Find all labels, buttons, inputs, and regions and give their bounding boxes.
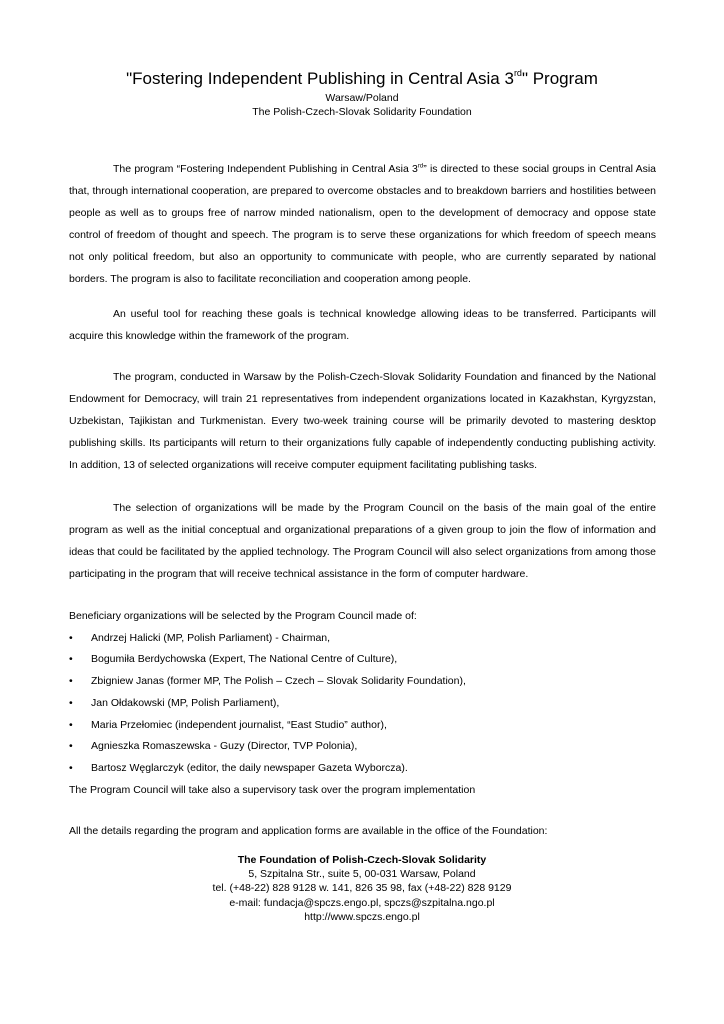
p3-text: The program, conducted in Warsaw by the Polish-Czech-Slovak Solidarity Foundation and financed by the National Endowment for Democracy, will train 21 representatives from independent organizations located in Kazakhstan, Kyrgyzstan, Uzbekistan, Tajikistan and Turkmenistan. Every two-week training course will be primarily devoted to mastering desktop publishing skills. Its participants will return to their organizations fully capable of independently conducting publishing activity. In addition, 13 of selected organizations will receive computer equipment facilitating publishing tasks. xyxy=(69,371,656,471)
council-member-text: Andrzej Halicki (MP, Polish Parliament) - Chairman, xyxy=(91,631,331,644)
council-member-item xyxy=(69,693,656,715)
p1-superscript: rd xyxy=(417,163,424,170)
p4-text: The selection of organizations will be made by the Program Council on the basis of the main goal of the entire program as well as the initial conceptual and organizational preparations of a given group to join the flow of information and ideas that could be facilitated by the applied technology. The Program Council will also select organizations from among those participating in the program that will receive technical assistance in the form of computer hardware. xyxy=(69,502,656,580)
council-member-item xyxy=(69,715,656,737)
council-member-item xyxy=(69,649,656,671)
bullet-icon: • xyxy=(69,761,73,774)
council-member-text: Bartosz Węglarczyk (editor, the daily newspaper Gazeta Wyborcza). xyxy=(91,761,408,774)
council-section xyxy=(69,606,656,801)
council-member-text: Maria Przełomiec (independent journalist, “East Studio” author), xyxy=(91,718,387,731)
contact-org: The Foundation of Polish-Czech-Slovak Solidarity xyxy=(237,854,487,866)
p1-text-end: ” is directed to these social groups in Central Asia that, through international cooperation, are prepared to overcome obstacles and to breakdown barriers and hostilities between people as well as to groups free of narrow minded nationalism, open to the development of democracy and oppose state control of freedom of thought and speech. The program is to serve these organizations for which freedom of speech means not only political freedom, but also an opportunity to communicate with people, who are currently separated by national borders. The program is also to facilitate reconciliation and cooperation among people. xyxy=(69,163,657,285)
bullet-icon: • xyxy=(69,696,73,709)
contact-email: e-mail: fundacja@spczs.engo.pl, spczs@szpitalna.ngo.pl xyxy=(229,896,495,909)
paragraph-1 xyxy=(69,158,656,290)
paragraph-2 xyxy=(69,303,656,347)
title-text-end: " Program xyxy=(521,69,598,88)
council-member-item xyxy=(69,736,656,758)
council-intro: Beneficiary organizations will be selected by the Program Council made of: xyxy=(69,610,417,622)
contact-website: http://www.spczs.engo.pl xyxy=(304,910,420,923)
location: Warsaw/Poland xyxy=(325,92,399,104)
contact-phone: tel. (+48-22) 828 9128 w. 141, 826 35 98, fax (+48-22) 828 9129 xyxy=(212,882,512,895)
document-title xyxy=(0,67,724,91)
bullet-icon: • xyxy=(69,631,73,644)
council-member-item xyxy=(69,628,656,650)
contact-block xyxy=(0,853,724,924)
council-member-item xyxy=(69,758,656,780)
title-text: "Fostering Independent Publishing in Central Asia 3 xyxy=(126,69,514,88)
bullet-icon: • xyxy=(69,675,73,688)
contact-address: 5, Szpitalna Str., suite 5, 00-031 Warsaw, Poland xyxy=(248,868,476,881)
bullet-icon: • xyxy=(69,653,73,666)
council-member-text: Agnieszka Romaszewska - Guzy (Director, TVP Polonia), xyxy=(91,740,358,753)
p2-text: An useful tool for reaching these goals is technical knowledge allowing ideas to be transferred. Participants will acquire this knowledge within the framework of the program. xyxy=(69,308,656,342)
council-member-list xyxy=(69,628,656,780)
paragraph-3 xyxy=(69,366,656,476)
bullet-icon: • xyxy=(69,740,73,753)
p1-text: The program “Fostering Independent Publishing in Central Asia 3 xyxy=(113,163,418,175)
title-superscript: rd xyxy=(513,68,522,79)
council-member-item xyxy=(69,671,656,693)
organizer: The Polish-Czech-Slovak Solidarity Foundation xyxy=(252,106,472,118)
council-closing: The Program Council will take also a supervisory task over the program implementation xyxy=(69,783,476,796)
paragraph-4 xyxy=(69,497,656,585)
council-member-text: Jan Ołdakowski (MP, Polish Parliament), xyxy=(91,696,280,709)
council-member-text: Bogumiła Berdychowska (Expert, The National Centre of Culture), xyxy=(91,653,398,666)
bullet-icon: • xyxy=(69,718,73,731)
details-note: All the details regarding the program and application forms are available in the office of the Foundation: xyxy=(69,825,548,837)
council-member-text: Zbigniew Janas (former MP, The Polish – Czech – Slovak Solidarity Foundation), xyxy=(91,675,466,688)
